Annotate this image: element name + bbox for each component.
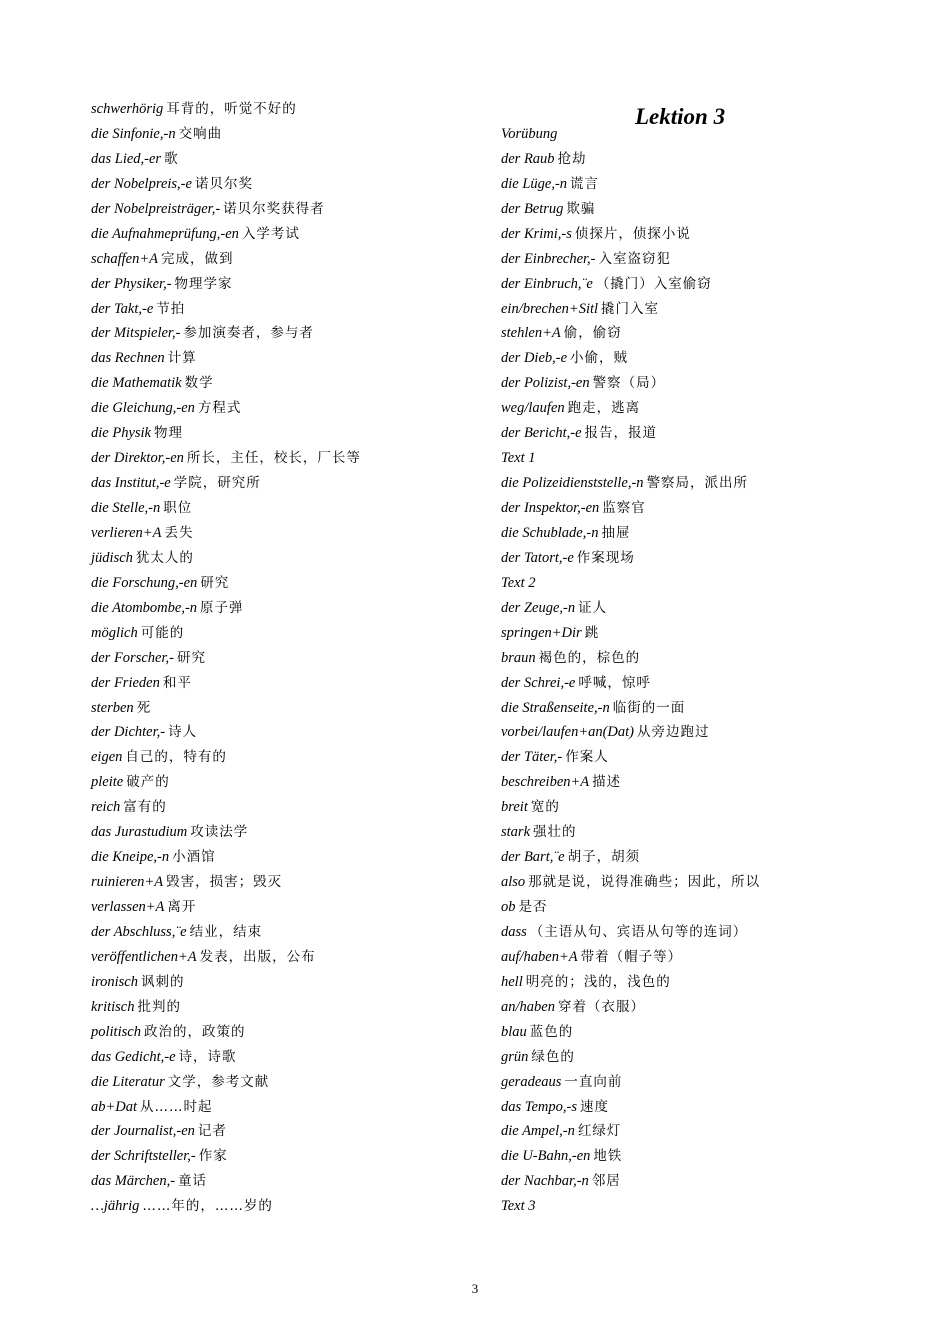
vocab-entry [91, 646, 491, 671]
german-term: die Gleichung,-en [91, 400, 195, 417]
chinese-meaning: 抢劫 [557, 150, 587, 167]
vocab-entry [91, 272, 491, 297]
german-term: die Stelle,-n [91, 500, 161, 516]
chinese-meaning: 警察（局） [592, 375, 666, 392]
chinese-meaning: 作案人 [565, 749, 609, 766]
vocab-entry [91, 496, 491, 521]
vocab-entry [501, 521, 911, 546]
vocab-entry [91, 1045, 491, 1070]
chinese-meaning: 攻读法学 [190, 824, 249, 841]
chinese-meaning: 诺贝尔奖 [194, 175, 253, 192]
german-term: Text 1 [501, 450, 536, 467]
german-term: stark [501, 824, 530, 841]
chinese-meaning: 速度 [580, 1098, 610, 1115]
vocab-entry [501, 845, 911, 870]
german-term: an/haben [501, 998, 555, 1015]
chinese-meaning: 和平 [162, 674, 192, 691]
chinese-meaning: 作家 [198, 1148, 228, 1165]
vocab-entry [501, 895, 911, 920]
vocab-entry [501, 1045, 911, 1070]
german-term: geradeaus [501, 1073, 562, 1090]
chinese-meaning: 方程式 [197, 400, 242, 417]
german-term: ab+Dat [91, 1098, 138, 1115]
german-term: springen+Dir [501, 624, 582, 641]
vocab-entry [91, 870, 491, 895]
vocab-entry [501, 1119, 911, 1144]
german-term: der Tatort,-e [501, 549, 574, 566]
german-term: kritisch [91, 998, 135, 1015]
vocab-entry [91, 621, 491, 646]
vocab-entry [501, 346, 911, 371]
chinese-meaning: 离开 [167, 899, 197, 915]
chinese-meaning: 毁害，损害；毁灭 [166, 874, 283, 891]
chinese-meaning: 完成，做到 [160, 250, 234, 267]
vocab-entry [91, 521, 491, 546]
vocab-entry [501, 421, 911, 446]
vocab-entry [91, 321, 491, 346]
chinese-meaning: 交响曲 [178, 125, 223, 142]
chinese-meaning: 跳 [584, 624, 600, 641]
vocab-entry [91, 1194, 491, 1219]
vocab-entry [501, 1194, 911, 1219]
chinese-meaning: 证人 [578, 599, 608, 616]
german-term: der Abschluss,¨e [91, 923, 187, 940]
vocab-entry [91, 1095, 491, 1120]
vocab-entry [91, 421, 491, 446]
german-term: schaffen+A [91, 250, 158, 267]
chinese-meaning: 地铁 [593, 1148, 623, 1165]
german-term: pleite [91, 774, 124, 791]
vocab-entry [501, 1020, 911, 1045]
vocab-entry [91, 845, 491, 870]
chinese-meaning: 记者 [197, 1123, 227, 1140]
vocab-entry [501, 720, 911, 745]
chinese-meaning: 物理 [154, 425, 183, 442]
chinese-meaning: 呼喊，惊呼 [578, 674, 651, 691]
chinese-meaning: 从……时起 [140, 1098, 213, 1115]
german-term: die Physik [91, 425, 151, 442]
vocab-entry [91, 1020, 491, 1045]
chinese-meaning: 歌 [164, 150, 179, 167]
german-term: hell [501, 973, 523, 990]
german-term: breit [501, 799, 528, 816]
german-term: der Betrug [501, 200, 564, 217]
chinese-meaning: 那就是说，说得准确些；因此，所以 [528, 874, 761, 891]
german-term: also [501, 874, 526, 891]
german-term: braun [501, 649, 536, 666]
vocab-entry [91, 1144, 491, 1169]
vocab-column-left [91, 97, 491, 1219]
chinese-meaning: ……年的，……岁的 [142, 1198, 273, 1215]
german-term: eigen [91, 749, 123, 766]
german-term: der Physiker,- [91, 275, 172, 292]
vocab-entry [501, 945, 911, 970]
chinese-meaning: 小酒馆 [172, 849, 216, 866]
vocab-entry [91, 371, 491, 396]
vocab-entry [91, 745, 491, 770]
lesson-title: Lektion 3 [635, 104, 726, 129]
vocab-entry [91, 920, 491, 945]
german-term: die Polizeidienststelle,-n [501, 475, 644, 492]
german-term: der Zeuge,-n [501, 599, 576, 616]
german-term: reich [91, 799, 121, 816]
vocab-entry [501, 795, 911, 820]
german-term: dass [501, 923, 527, 940]
german-term: der Schriftsteller,- [91, 1148, 196, 1165]
vocab-entry [501, 147, 911, 172]
german-term: …jährig [91, 1198, 140, 1215]
vocab-entry [91, 895, 491, 920]
chinese-meaning: 蓝色的 [529, 1023, 574, 1040]
chinese-meaning: 研究 [176, 649, 206, 666]
german-term: blau [501, 1023, 527, 1040]
german-term: der Journalist,-en [91, 1123, 195, 1140]
chinese-meaning: 穿着（衣服） [557, 998, 645, 1015]
vocab-entry [91, 297, 491, 322]
vocab-entry [91, 1119, 491, 1144]
chinese-meaning: 学院，研究所 [173, 475, 261, 492]
german-term: ruinieren+A [91, 874, 164, 891]
german-term: vorbei/laufen+an(Dat) [501, 724, 635, 741]
chinese-meaning: （主语从句、宾语从句等的连词） [529, 923, 748, 940]
german-term: das Tempo,-s [501, 1098, 578, 1115]
german-term: die Sinfonie,-n [91, 125, 176, 142]
vocab-entry [91, 147, 491, 172]
vocab-entry [91, 346, 491, 371]
vocab-entry [91, 471, 491, 496]
vocab-entry [91, 1070, 491, 1095]
german-term: das Rechnen [91, 350, 165, 367]
german-term: das Jurastudium [91, 824, 188, 841]
vocab-entry [91, 1169, 491, 1194]
vocab-entry [91, 945, 491, 970]
german-term: Text 3 [501, 1198, 536, 1215]
german-term: der Dieb,-e [501, 350, 568, 367]
chinese-meaning: 报告，报道 [584, 425, 658, 442]
chinese-meaning: 诗人 [168, 724, 198, 741]
chinese-meaning: 犹太人的 [135, 549, 194, 566]
chinese-meaning: 褐色的，棕色的 [538, 649, 641, 666]
vocab-entry [91, 97, 491, 122]
chinese-meaning: 计算 [167, 350, 197, 367]
vocab-entry [91, 197, 491, 222]
chinese-meaning: 偷，偷窃 [563, 325, 622, 342]
vocab-entry [501, 247, 911, 272]
german-term: Vorübung [501, 125, 558, 142]
german-term: die Straßenseite,-n [501, 699, 610, 716]
vocab-entry [501, 396, 911, 421]
german-term: der Bericht,-e [501, 425, 582, 442]
chinese-meaning: 可能的 [140, 624, 185, 641]
vocab-entry [501, 870, 911, 895]
vocab-entry [91, 546, 491, 571]
german-term: der Forscher,- [91, 649, 174, 666]
vocab-entry [501, 446, 911, 471]
vocab-entry [501, 820, 911, 845]
german-term: politisch [91, 1023, 141, 1040]
vocab-entry [91, 596, 491, 621]
chinese-meaning: 小偷，贼 [570, 350, 629, 367]
german-term: jüdisch [91, 549, 133, 566]
german-term: möglich [91, 624, 138, 641]
chinese-meaning: 红绿灯 [577, 1123, 622, 1140]
page-number: 3 [471, 1281, 479, 1296]
chinese-meaning: 一直向前 [564, 1073, 623, 1090]
chinese-meaning: 童话 [178, 1173, 208, 1190]
german-term: ob [501, 899, 516, 915]
chinese-meaning: 入室盗窃犯 [598, 250, 671, 267]
german-term: auf/haben+A [501, 948, 578, 965]
vocab-entry [91, 770, 491, 795]
vocab-entry [501, 696, 911, 721]
chinese-meaning: 物理学家 [174, 275, 233, 292]
chinese-meaning: 丢失 [164, 524, 194, 541]
german-term: der Nachbar,-n [501, 1173, 589, 1190]
vocab-entry [91, 696, 491, 721]
vocab-entry [91, 247, 491, 272]
chinese-meaning: 从旁边跑过 [637, 724, 710, 741]
german-term: der Einbrecher,- [501, 250, 596, 267]
german-term: sterben [91, 699, 134, 716]
german-term: der Dichter,- [91, 724, 166, 741]
chinese-meaning: 结业，结束 [189, 923, 263, 940]
vocab-column-right [501, 97, 911, 1219]
chinese-meaning: 诗，诗歌 [178, 1048, 237, 1065]
vocab-entry [501, 197, 911, 222]
german-term: die Kneipe,-n [91, 849, 170, 866]
german-term: der Polizist,-en [501, 375, 590, 392]
german-term: der Täter,- [501, 749, 563, 766]
vocab-entry [91, 970, 491, 995]
chinese-meaning: 宽的 [530, 799, 560, 816]
vocab-entry [501, 471, 911, 496]
vocab-entry [501, 97, 911, 122]
vocab-entry [501, 1095, 911, 1120]
chinese-meaning: 描述 [592, 774, 622, 791]
vocab-entry [91, 795, 491, 820]
vocab-entry [501, 371, 911, 396]
vocab-entry [501, 596, 911, 621]
german-term: der Mitspieler,- [91, 325, 181, 342]
chinese-meaning: 原子弹 [200, 599, 244, 616]
vocab-entry [91, 571, 491, 596]
vocab-entry [501, 571, 911, 596]
german-term: beschreiben+A [501, 774, 590, 791]
vocab-entry [501, 621, 911, 646]
german-term: der Direktor,-en [91, 450, 184, 467]
chinese-meaning: 研究 [200, 574, 230, 591]
german-term: verlassen+A [91, 899, 165, 915]
chinese-meaning: 文学，参考文献 [167, 1073, 270, 1090]
vocab-entry [91, 720, 491, 745]
vocab-entry [501, 995, 911, 1020]
vocab-entry [91, 122, 491, 147]
vocab-entry [91, 995, 491, 1020]
vocab-entry [91, 446, 491, 471]
chinese-meaning: 是否 [518, 899, 548, 915]
german-term: verlieren+A [91, 524, 162, 541]
chinese-meaning: 数学 [184, 375, 214, 392]
vocab-entry [501, 1070, 911, 1095]
german-term: ein/brechen+Sitl [501, 300, 599, 317]
german-term: schwerhörig [91, 101, 164, 117]
chinese-meaning: 跑走，逃离 [567, 400, 641, 417]
chinese-meaning: 参加演奏者，参与者 [183, 325, 314, 342]
german-term: der Schrei,-e [501, 674, 576, 691]
vocab-entry [501, 321, 911, 346]
german-term: der Inspektor,-en [501, 500, 600, 516]
german-term: das Lied,-er [91, 150, 162, 167]
chinese-meaning: 所长，主任，校长，厂长等 [186, 450, 361, 467]
german-term: weg/laufen [501, 400, 565, 417]
vocab-entry [501, 646, 911, 671]
chinese-meaning: 节拍 [156, 300, 186, 317]
german-term: die Aufnahmeprüfung,-en [91, 225, 239, 242]
german-term: der Takt,-e [91, 300, 154, 317]
german-term: das Märchen,- [91, 1173, 176, 1190]
vocab-entry [91, 820, 491, 845]
chinese-meaning: 警察局，派出所 [646, 475, 749, 492]
german-term: die U-Bahn,-en [501, 1148, 591, 1165]
chinese-meaning: 死 [136, 699, 152, 716]
german-term: die Ampel,-n [501, 1123, 575, 1140]
german-term: die Lüge,-n [501, 175, 568, 192]
chinese-meaning: 政治的，政策的 [143, 1023, 246, 1040]
german-term: der Einbruch,¨e [501, 275, 593, 292]
chinese-meaning: 欺骗 [566, 200, 596, 217]
german-term: veröffentlichen+A [91, 948, 197, 965]
chinese-meaning: 富有的 [123, 799, 167, 816]
vocab-entry [501, 496, 911, 521]
german-term: der Nobelpreis,-e [91, 175, 192, 192]
chinese-meaning: 发表，出版，公布 [199, 948, 316, 965]
german-term: der Krimi,-s [501, 225, 572, 242]
chinese-meaning: 耳背的，听觉不好的 [166, 101, 297, 117]
german-term: die Schublade,-n [501, 524, 599, 541]
chinese-meaning: 撬门入室 [601, 300, 660, 317]
chinese-meaning: 自己的，特有的 [125, 749, 227, 766]
chinese-meaning: 监察官 [602, 500, 646, 516]
vocab-entry [91, 671, 491, 696]
vocab-entry [501, 172, 911, 197]
vocab-entry [501, 671, 911, 696]
german-term: der Raub [501, 150, 555, 167]
chinese-meaning: 明亮的；浅的，浅色的 [525, 973, 671, 990]
german-term: stehlen+A [501, 325, 561, 342]
german-term: das Gedicht,-e [91, 1048, 176, 1065]
chinese-meaning: 诺贝尔奖获得者 [223, 200, 325, 217]
german-term: das Institut,-e [91, 475, 171, 492]
vocab-entry [501, 970, 911, 995]
german-term: die Literatur [91, 1073, 165, 1090]
chinese-meaning: （撬门）入室偷窃 [595, 275, 712, 292]
german-term: Text 2 [501, 574, 536, 591]
german-term: die Forschung,-en [91, 574, 198, 591]
chinese-meaning: 讽刺的 [141, 973, 185, 990]
german-term: die Mathematik [91, 375, 182, 392]
german-term: der Bart,¨e [501, 849, 565, 866]
chinese-meaning: 入学考试 [241, 225, 300, 242]
vocab-entry [501, 122, 911, 147]
chinese-meaning: 邻居 [591, 1173, 621, 1190]
vocab-entry [501, 222, 911, 247]
german-term: grün [501, 1048, 529, 1065]
vocab-entry [501, 297, 911, 322]
german-term: der Nobelpreisträger,- [91, 200, 221, 217]
vocab-entry [501, 745, 911, 770]
chinese-meaning: 谎言 [570, 175, 600, 192]
chinese-meaning: 侦探片，侦探小说 [574, 225, 691, 242]
chinese-meaning: 抽屉 [601, 524, 631, 541]
vocab-entry [91, 222, 491, 247]
vocab-entry [501, 1144, 911, 1169]
chinese-meaning: 职位 [163, 500, 193, 516]
chinese-meaning: 批判的 [137, 998, 181, 1015]
vocab-entry [91, 396, 491, 421]
vocab-entry [91, 172, 491, 197]
vocab-entry [501, 1169, 911, 1194]
chinese-meaning: 绿色的 [531, 1048, 575, 1065]
vocab-entry [501, 272, 911, 297]
chinese-meaning: 破产的 [126, 774, 170, 791]
german-term: der Frieden [91, 674, 160, 691]
chinese-meaning: 胡子，胡须 [567, 849, 641, 866]
chinese-meaning: 临街的一面 [612, 699, 686, 716]
german-term: die Atombombe,-n [91, 599, 198, 616]
vocab-entry [501, 546, 911, 571]
chinese-meaning: 强壮的 [533, 824, 577, 841]
chinese-meaning: 作案现场 [576, 549, 635, 566]
german-term: ironisch [91, 973, 138, 990]
vocab-entry [501, 770, 911, 795]
chinese-meaning: 带着（帽子等） [580, 948, 683, 965]
vocab-entry [501, 920, 911, 945]
